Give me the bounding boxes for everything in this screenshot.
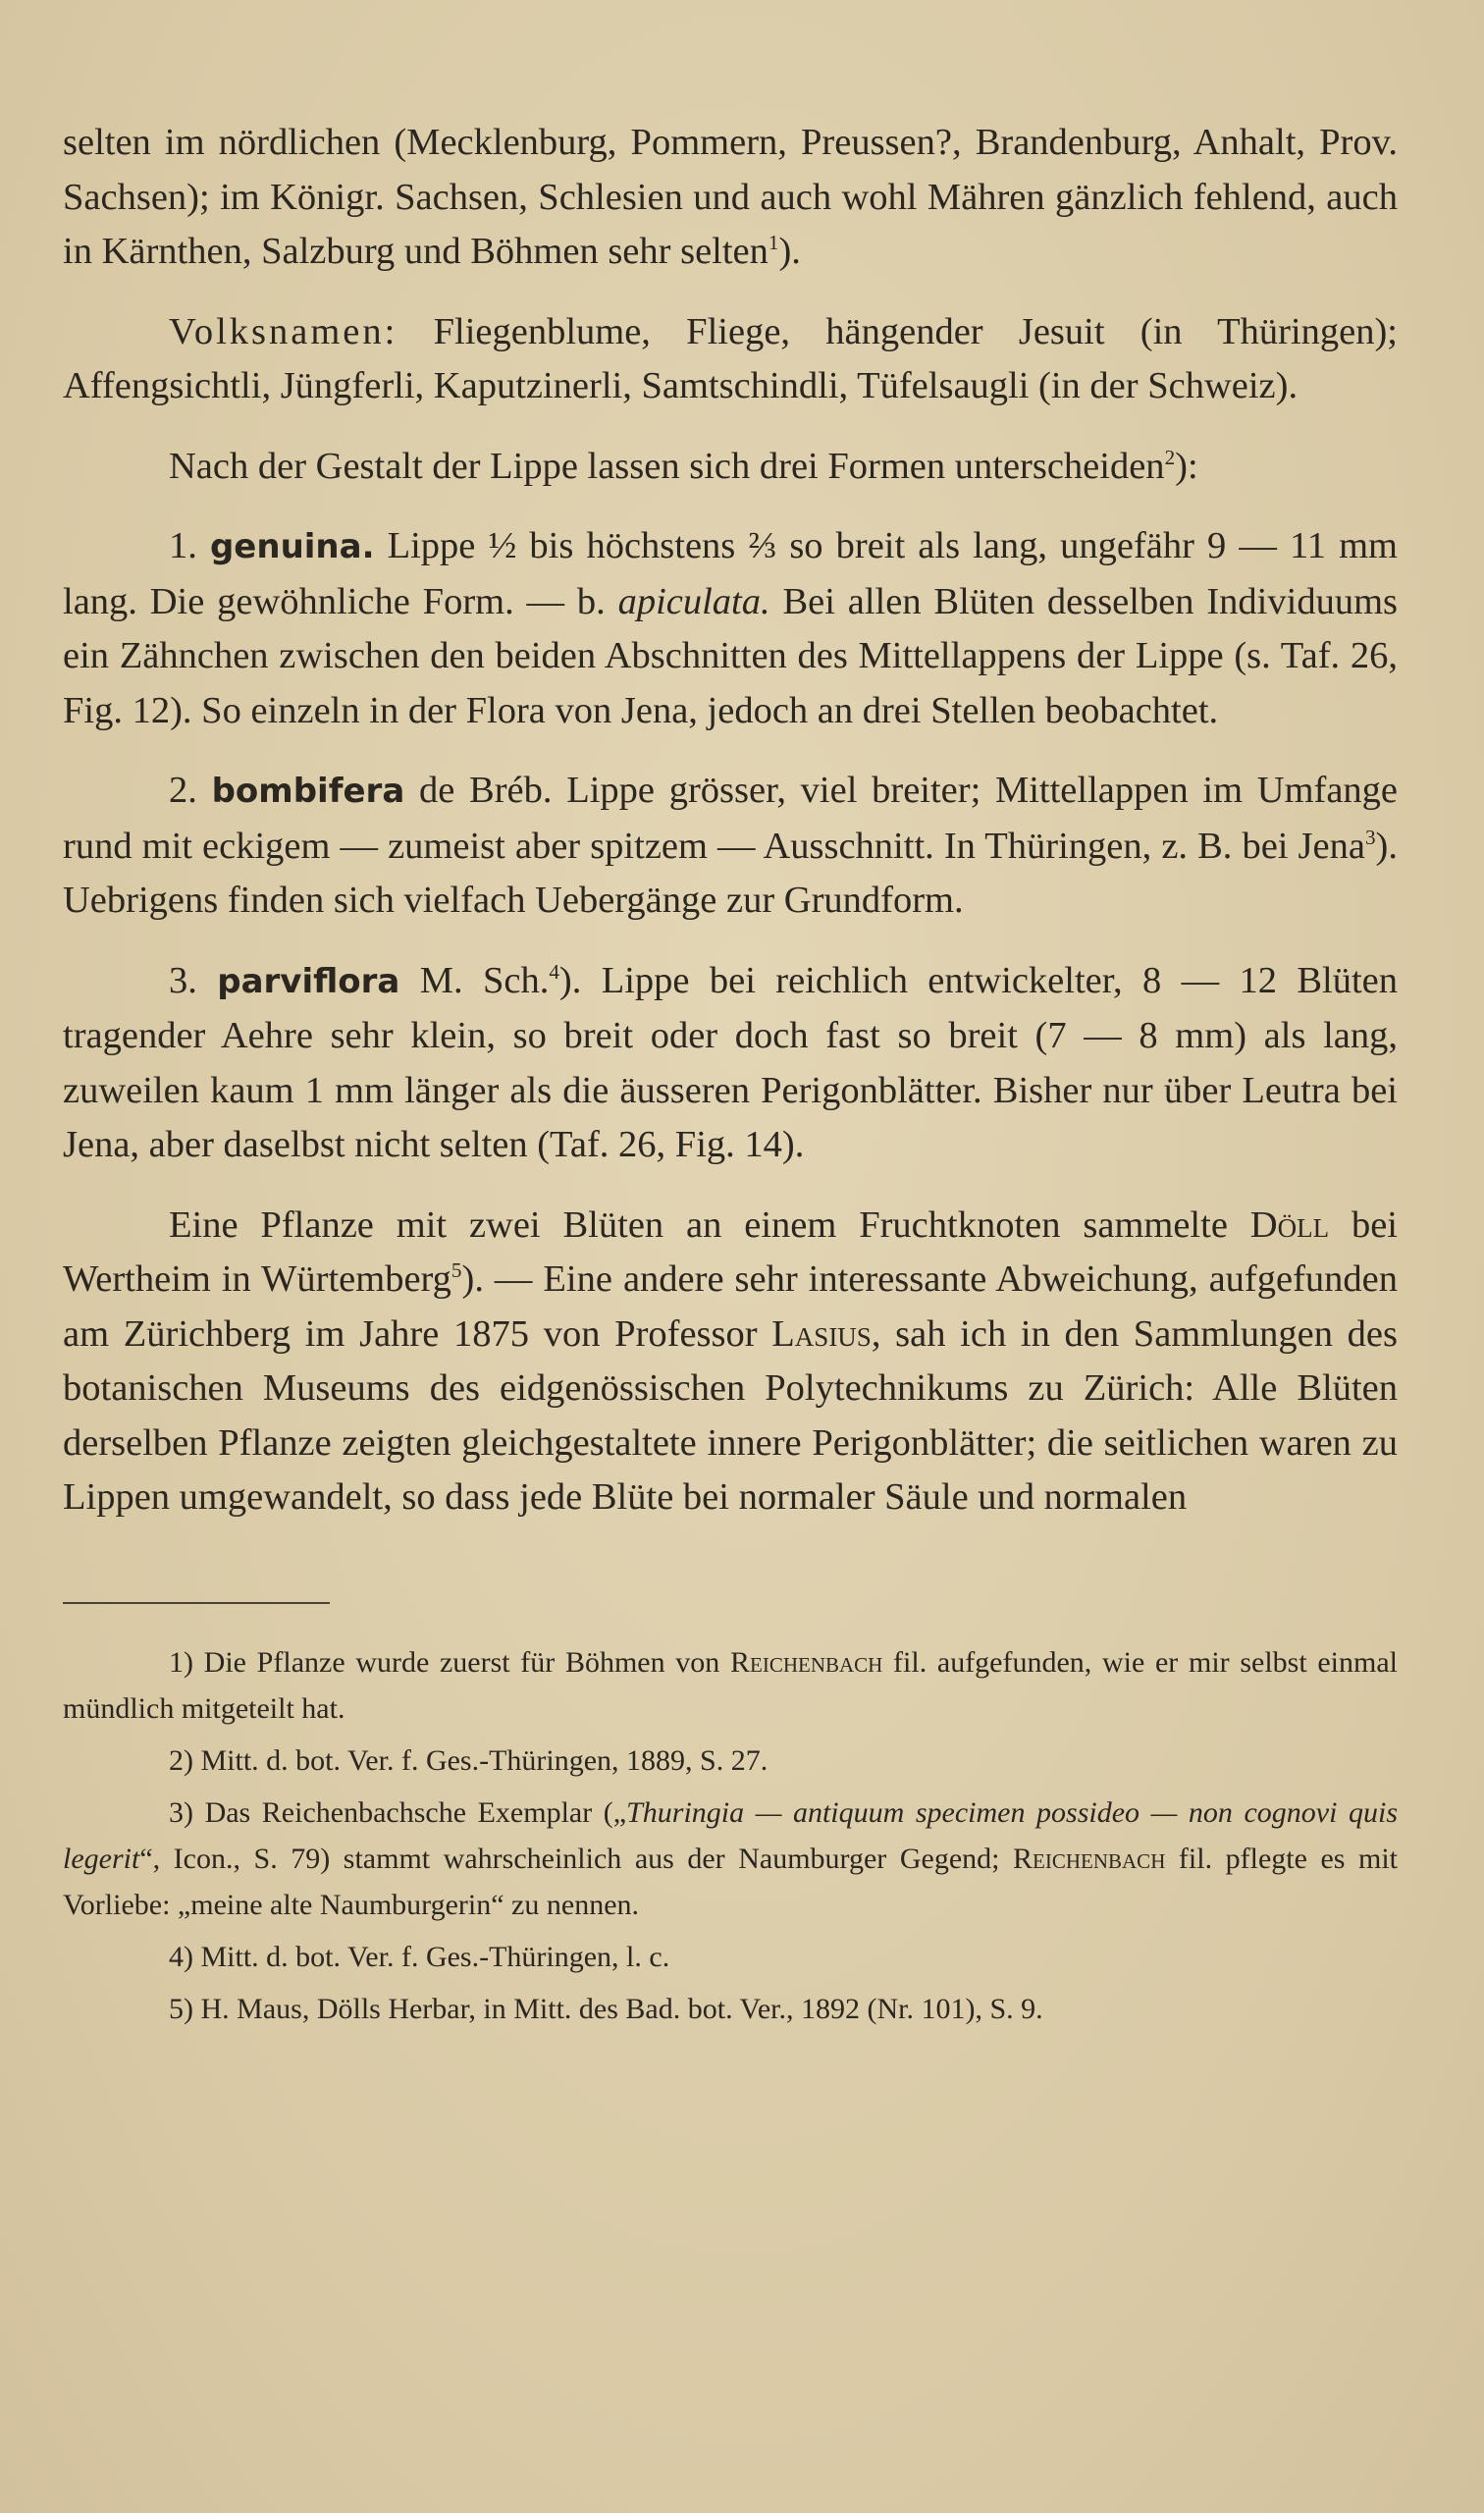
footnote-ref-3: 3 — [1364, 825, 1376, 849]
footnote-ref-5: 5 — [450, 1258, 462, 1283]
item-number: 2. — [169, 770, 212, 811]
form-name-genuina: genuina. — [209, 527, 375, 566]
text-run: 3) Das Reichenbachsche Exemplar („ — [169, 1795, 627, 1829]
person-name-reichenbach: Reichenbach — [730, 1645, 883, 1679]
text-run: fil. aufgefunden, wie er mir selbst einmal mündlich mitgeteilt hat. — [63, 1645, 1398, 1725]
text-run: , sah ich in den Sammlungen des botanischen Museums des eidgenössischen Polytechnikums zu Zürich: Alle Blüten derselben Pflanze zeigten gleichgestaltete innere Perigonblätter; die seitlichen waren zu Lippen umgewandelt, so dass jede Blüte bei normaler Säule und normalen — [63, 1312, 1399, 1518]
text-run: “, Icon., S. 79) stammt wahrscheinlich aus der Naumburger Gegend; — [139, 1842, 1014, 1875]
footnote-divider — [63, 1602, 330, 1604]
paragraph-bombifera — [63, 764, 1398, 929]
person-name-doell: Döll — [1249, 1203, 1330, 1246]
text-run: Bei allen Blüten desselben Individuums ein Zähnchen zwischen den beiden Abschnitten des Mittellappens der Lippe (s. Taf. 26, Fig. 12). So einzeln in der Flora von Jena, jedoch an drei Stellen beobachtet. — [63, 580, 1399, 731]
footnotes — [63, 1639, 1398, 2032]
footnote-ref-2: 2 — [1164, 445, 1176, 469]
person-name-lasius: Lasius — [771, 1312, 872, 1355]
text-run: bei Wertheim in Würtemberg — [63, 1203, 1398, 1300]
footnote-1 — [63, 1639, 1398, 1732]
text-run: M. Sch. — [399, 959, 550, 1001]
paragraph-volksnamen — [63, 305, 1398, 414]
text-run: Nach der Gestalt der Lippe lassen sich drei Formen unterscheiden — [169, 445, 1165, 487]
text-run: selten im nördlichen (Mecklenburg, Pommern, Preussen?, Brandenburg, Anhalt, Prov. Sachsen); im Königr. Sachsen, Schlesien und auch wohl Mähren gänzlich fehlend, auch in Kärnthen, Salzburg und Böhmen sehr selten — [63, 122, 1398, 272]
paragraph-formen — [63, 440, 1398, 495]
person-name-reichenbach: Reichenbach — [1013, 1842, 1166, 1875]
paragraph-genuina — [63, 519, 1398, 738]
form-name-apiculata: apiculata. — [617, 580, 770, 622]
latin-quote: Thuringia — antiquum specimen possideo — non cognovi quis legerit — [63, 1795, 1398, 1875]
text-run: ): — [1175, 445, 1198, 487]
text-run: Eine Pflanze mit zwei Blüten an einem Fruchtknoten sammelte — [169, 1203, 1250, 1246]
footnote-ref-1: 1 — [768, 231, 779, 255]
text-run: ). — Eine andere sehr interessante Abweichung, aufgefunden am Zürichberg im Jahre 1875 von Professor — [63, 1258, 1398, 1355]
form-name-parviflora: parviflora — [217, 961, 400, 1001]
text-run: fil. pflegte es mit Vorliebe: „meine alte Naumburgerin“ zu nennen. — [63, 1842, 1398, 1921]
text-run: ). Uebrigens finden sich vielfach Uebergänge zur Grundform. — [63, 825, 1398, 921]
text-run: ). — [778, 231, 801, 272]
paragraph-parviflora — [63, 954, 1398, 1173]
form-name-bombifera: bombifera — [211, 772, 405, 811]
text-run: ). Lippe bei reichlich entwickelter, 8 — 12 Blüten tragender Aehre sehr klein, so breit oder doch fast so breit (7 — 8 mm) als lang, zuweilen kaum 1 mm länger als die äusseren Perigonblätter. Bisher nur über Leutra bei Jena, aber daselbst nicht selten (Taf. 26, Fig. 14). — [63, 959, 1398, 1165]
footnote-3 — [63, 1790, 1398, 1928]
text-run: Lippe ½ bis höchstens ⅔ so breit als lang, ungefähr 9 — 11 mm lang. Die gewöhnliche Form. — b. — [63, 525, 1398, 622]
footnote-ref-4: 4 — [549, 959, 559, 984]
paragraph-abweichung — [63, 1199, 1398, 1525]
text-run: de Bréb. Lippe grösser, viel breiter; Mittellappen im Umfange rund mit eckigem — zumeist aber spitzem — Ausschnitt. In Thüringen, z. B. bei Jena — [63, 770, 1399, 867]
spaced-heading: Volksnamen: — [169, 310, 398, 352]
text-run: Fliegenblume, Fliege, hängender Jesuit (in Thüringen); Affengsichtli, Jüngferli, Kaputzinerli, Samtschindli, Tüfelsaugli (in der Schweiz). — [63, 310, 1398, 406]
footnote-2: 2) Mitt. d. bot. Ver. f. Ges.-Thüringen, 1889, S. 27. — [169, 1743, 768, 1777]
item-number: 3. — [169, 959, 218, 1001]
main-text — [63, 116, 1398, 1525]
text-run: 1) Die Pflanze wurde zuerst für Böhmen von — [169, 1645, 730, 1679]
footnote-5: 5) H. Maus, Dölls Herbar, in Mitt. des Bad. bot. Ver., 1892 (Nr. 101), S. 9. — [169, 1992, 1043, 2025]
paragraph-distribution — [63, 116, 1398, 280]
item-number: 1. — [169, 525, 210, 566]
footnote-4: 4) Mitt. d. bot. Ver. f. Ges.-Thüringen, l. c. — [169, 1940, 670, 1973]
